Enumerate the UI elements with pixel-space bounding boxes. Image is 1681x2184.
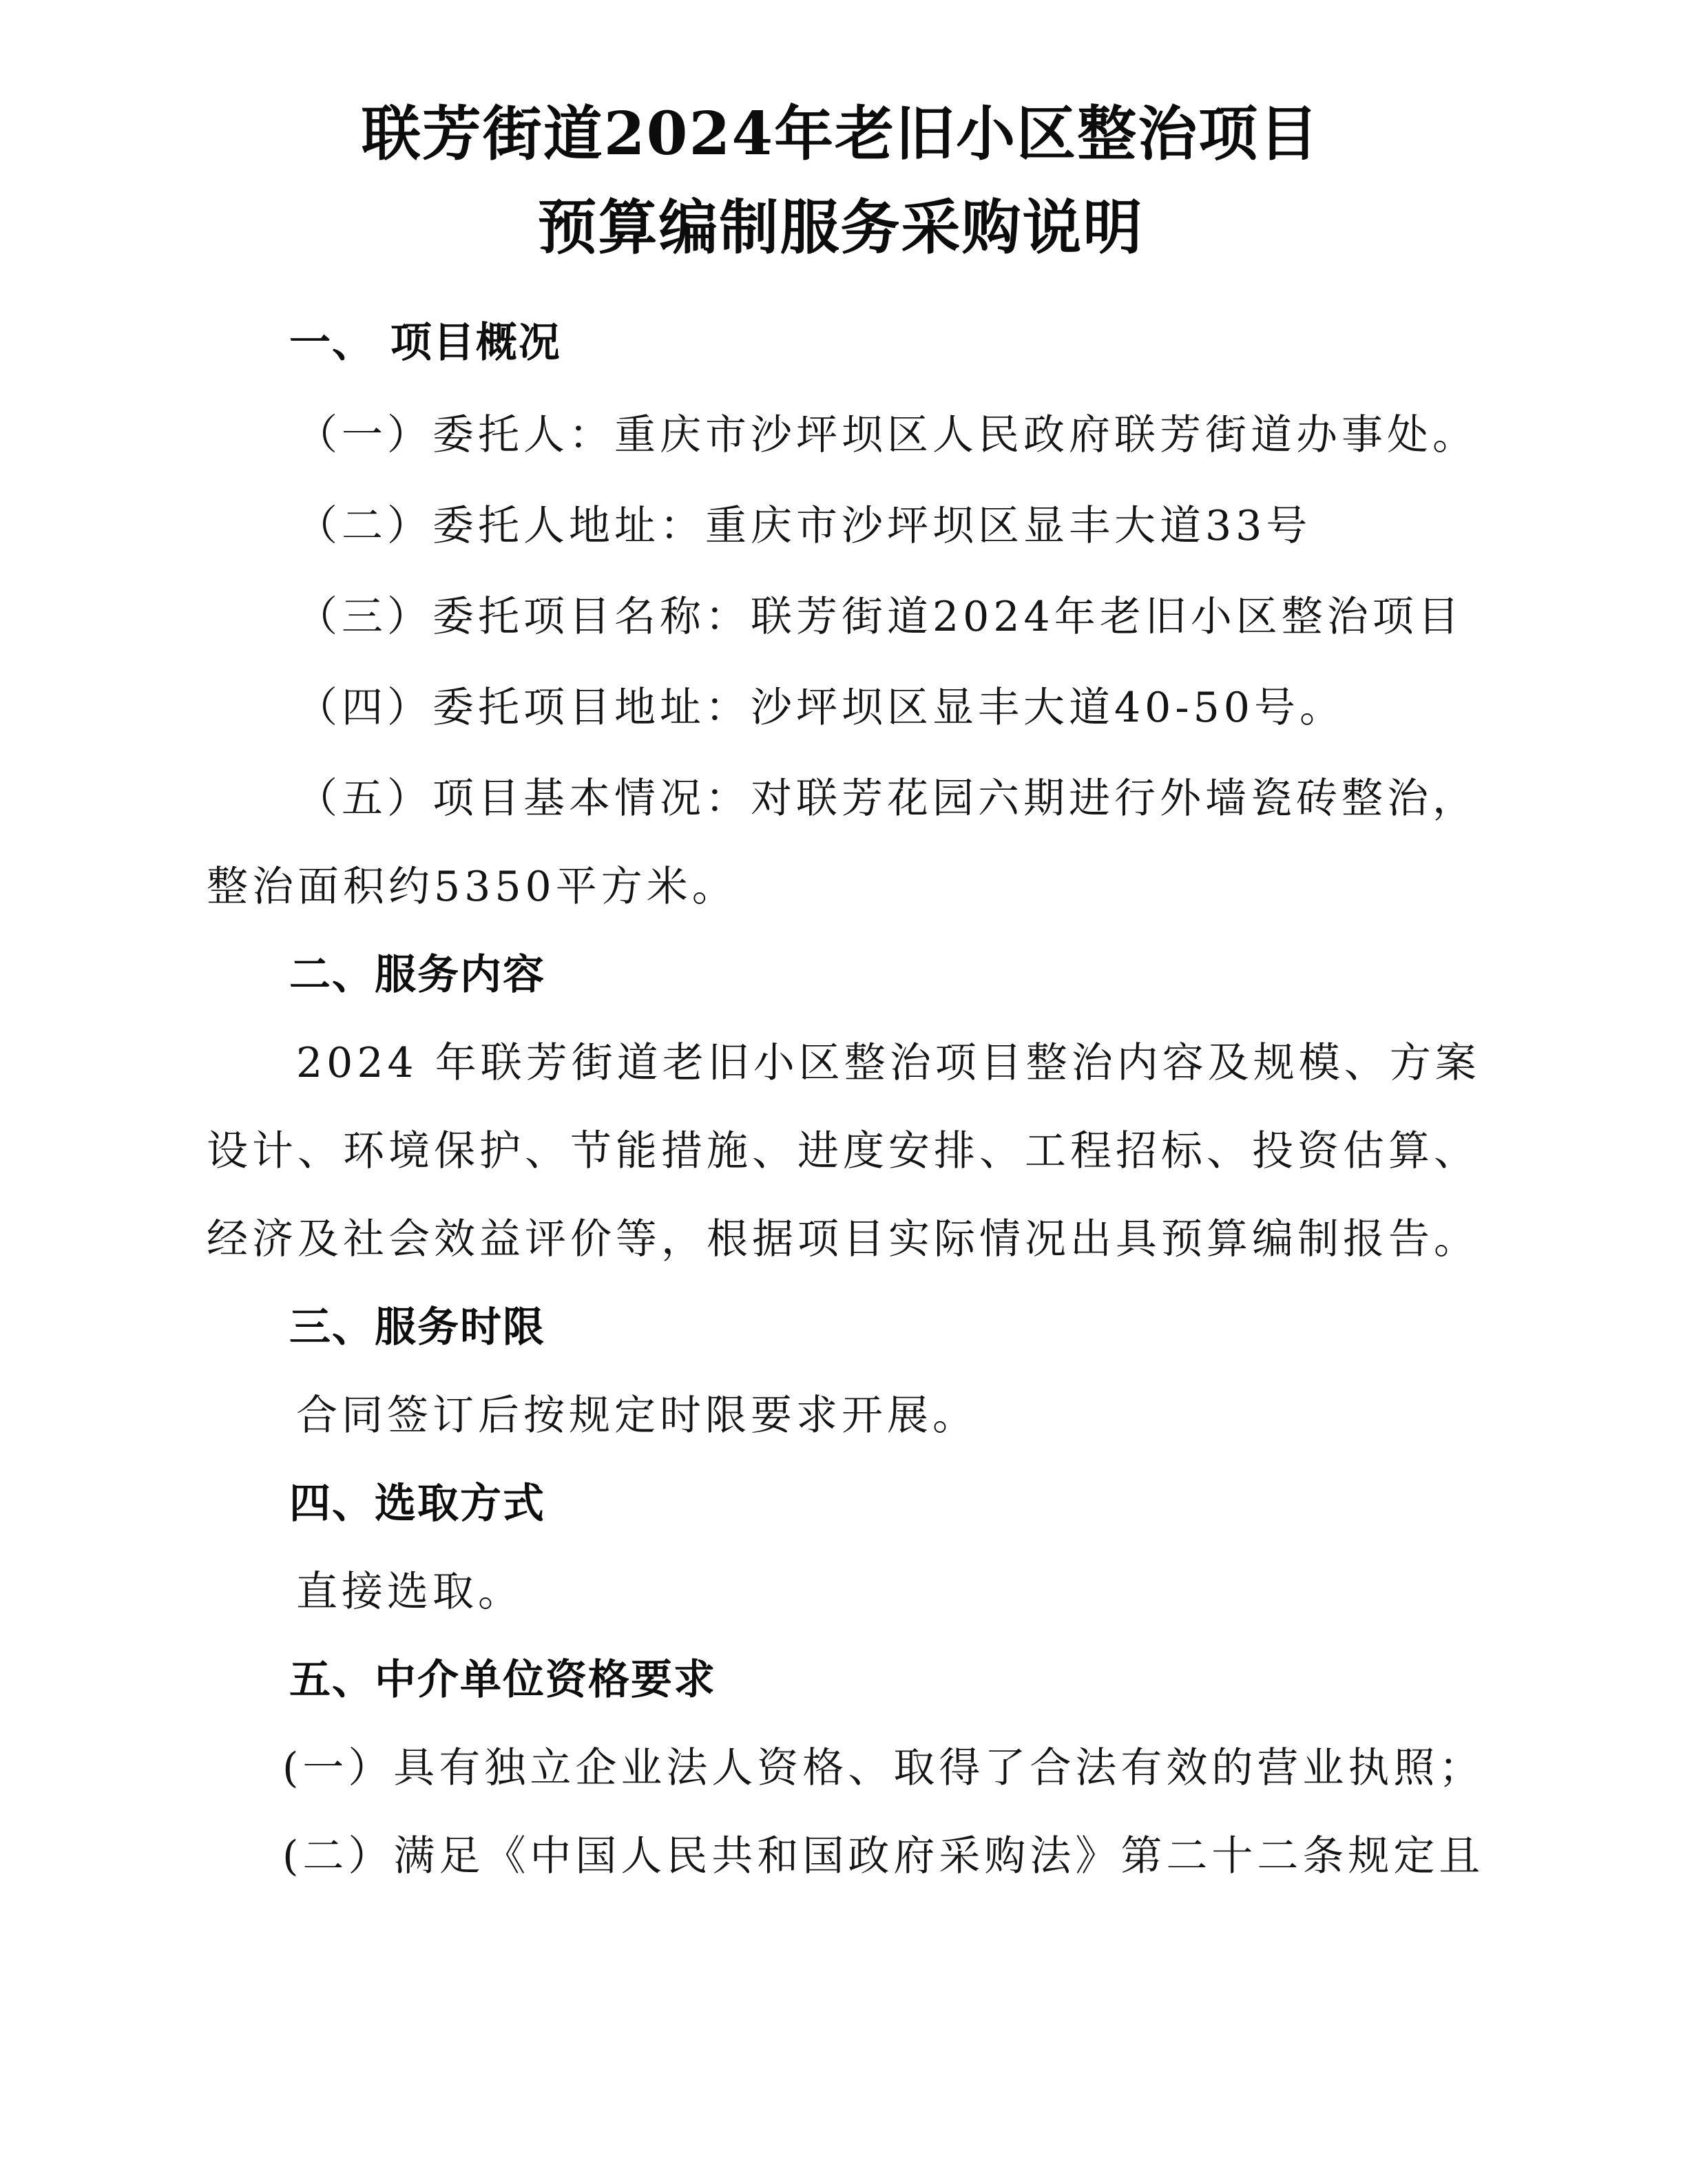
section-heading-service-content: 二、服务内容: [289, 951, 545, 999]
section-heading-project-overview: 一、 项目概况: [289, 319, 561, 367]
document-title-line-2: 预算编制服务采购说明: [537, 193, 1144, 262]
paragraph-line: （五）项目基本情况：对联芳花园六期进行外墙瓷砖整治，: [296, 775, 1478, 823]
section-heading-qualification: 五、中介单位资格要求: [289, 1656, 716, 1704]
paragraph-line: 2024 年联芳街道老旧小区整治项目整治内容及规模、方案: [296, 1039, 1481, 1087]
paragraph-line: 设计、环境保护、节能措施、进度安排、工程招标、投资估算、: [207, 1127, 1479, 1175]
paragraph-line: 直接选取。: [296, 1568, 523, 1616]
paragraph-line: （四）委托项目地址：沙坪坝区显丰大道40-50号。: [296, 684, 1345, 732]
paragraph-line: 经济及社会效益评价等，根据项目实际情况出具预算编制报告。: [207, 1215, 1479, 1263]
document-title-line-1: 联芳街道2024年老旧小区整治项目: [361, 99, 1320, 169]
paragraph-line: 合同签订后按规定时限要求开展。: [296, 1392, 978, 1440]
paragraph-line: （二）委托人地址：重庆市沙坪坝区显丰大道33号: [296, 502, 1312, 550]
section-heading-service-period: 三、服务时限: [289, 1303, 545, 1352]
paragraph-line: （一）委托人：重庆市沙坪坝区人民政府联芳街道办事处。: [296, 411, 1478, 459]
paragraph-line: 整治面积约5350平方米。: [207, 863, 738, 911]
paragraph-line: (二）满足《中国人民共和国政府采购法》第二十二条规定且: [282, 1832, 1485, 1880]
section-heading-selection-method: 四、选取方式: [289, 1480, 545, 1528]
paragraph-line: (一）具有独立企业法人资格、取得了合法有效的营业执照；: [282, 1744, 1485, 1792]
paragraph-line: （三）委托项目名称：联芳街道2024年老旧小区整治项目: [296, 593, 1463, 641]
